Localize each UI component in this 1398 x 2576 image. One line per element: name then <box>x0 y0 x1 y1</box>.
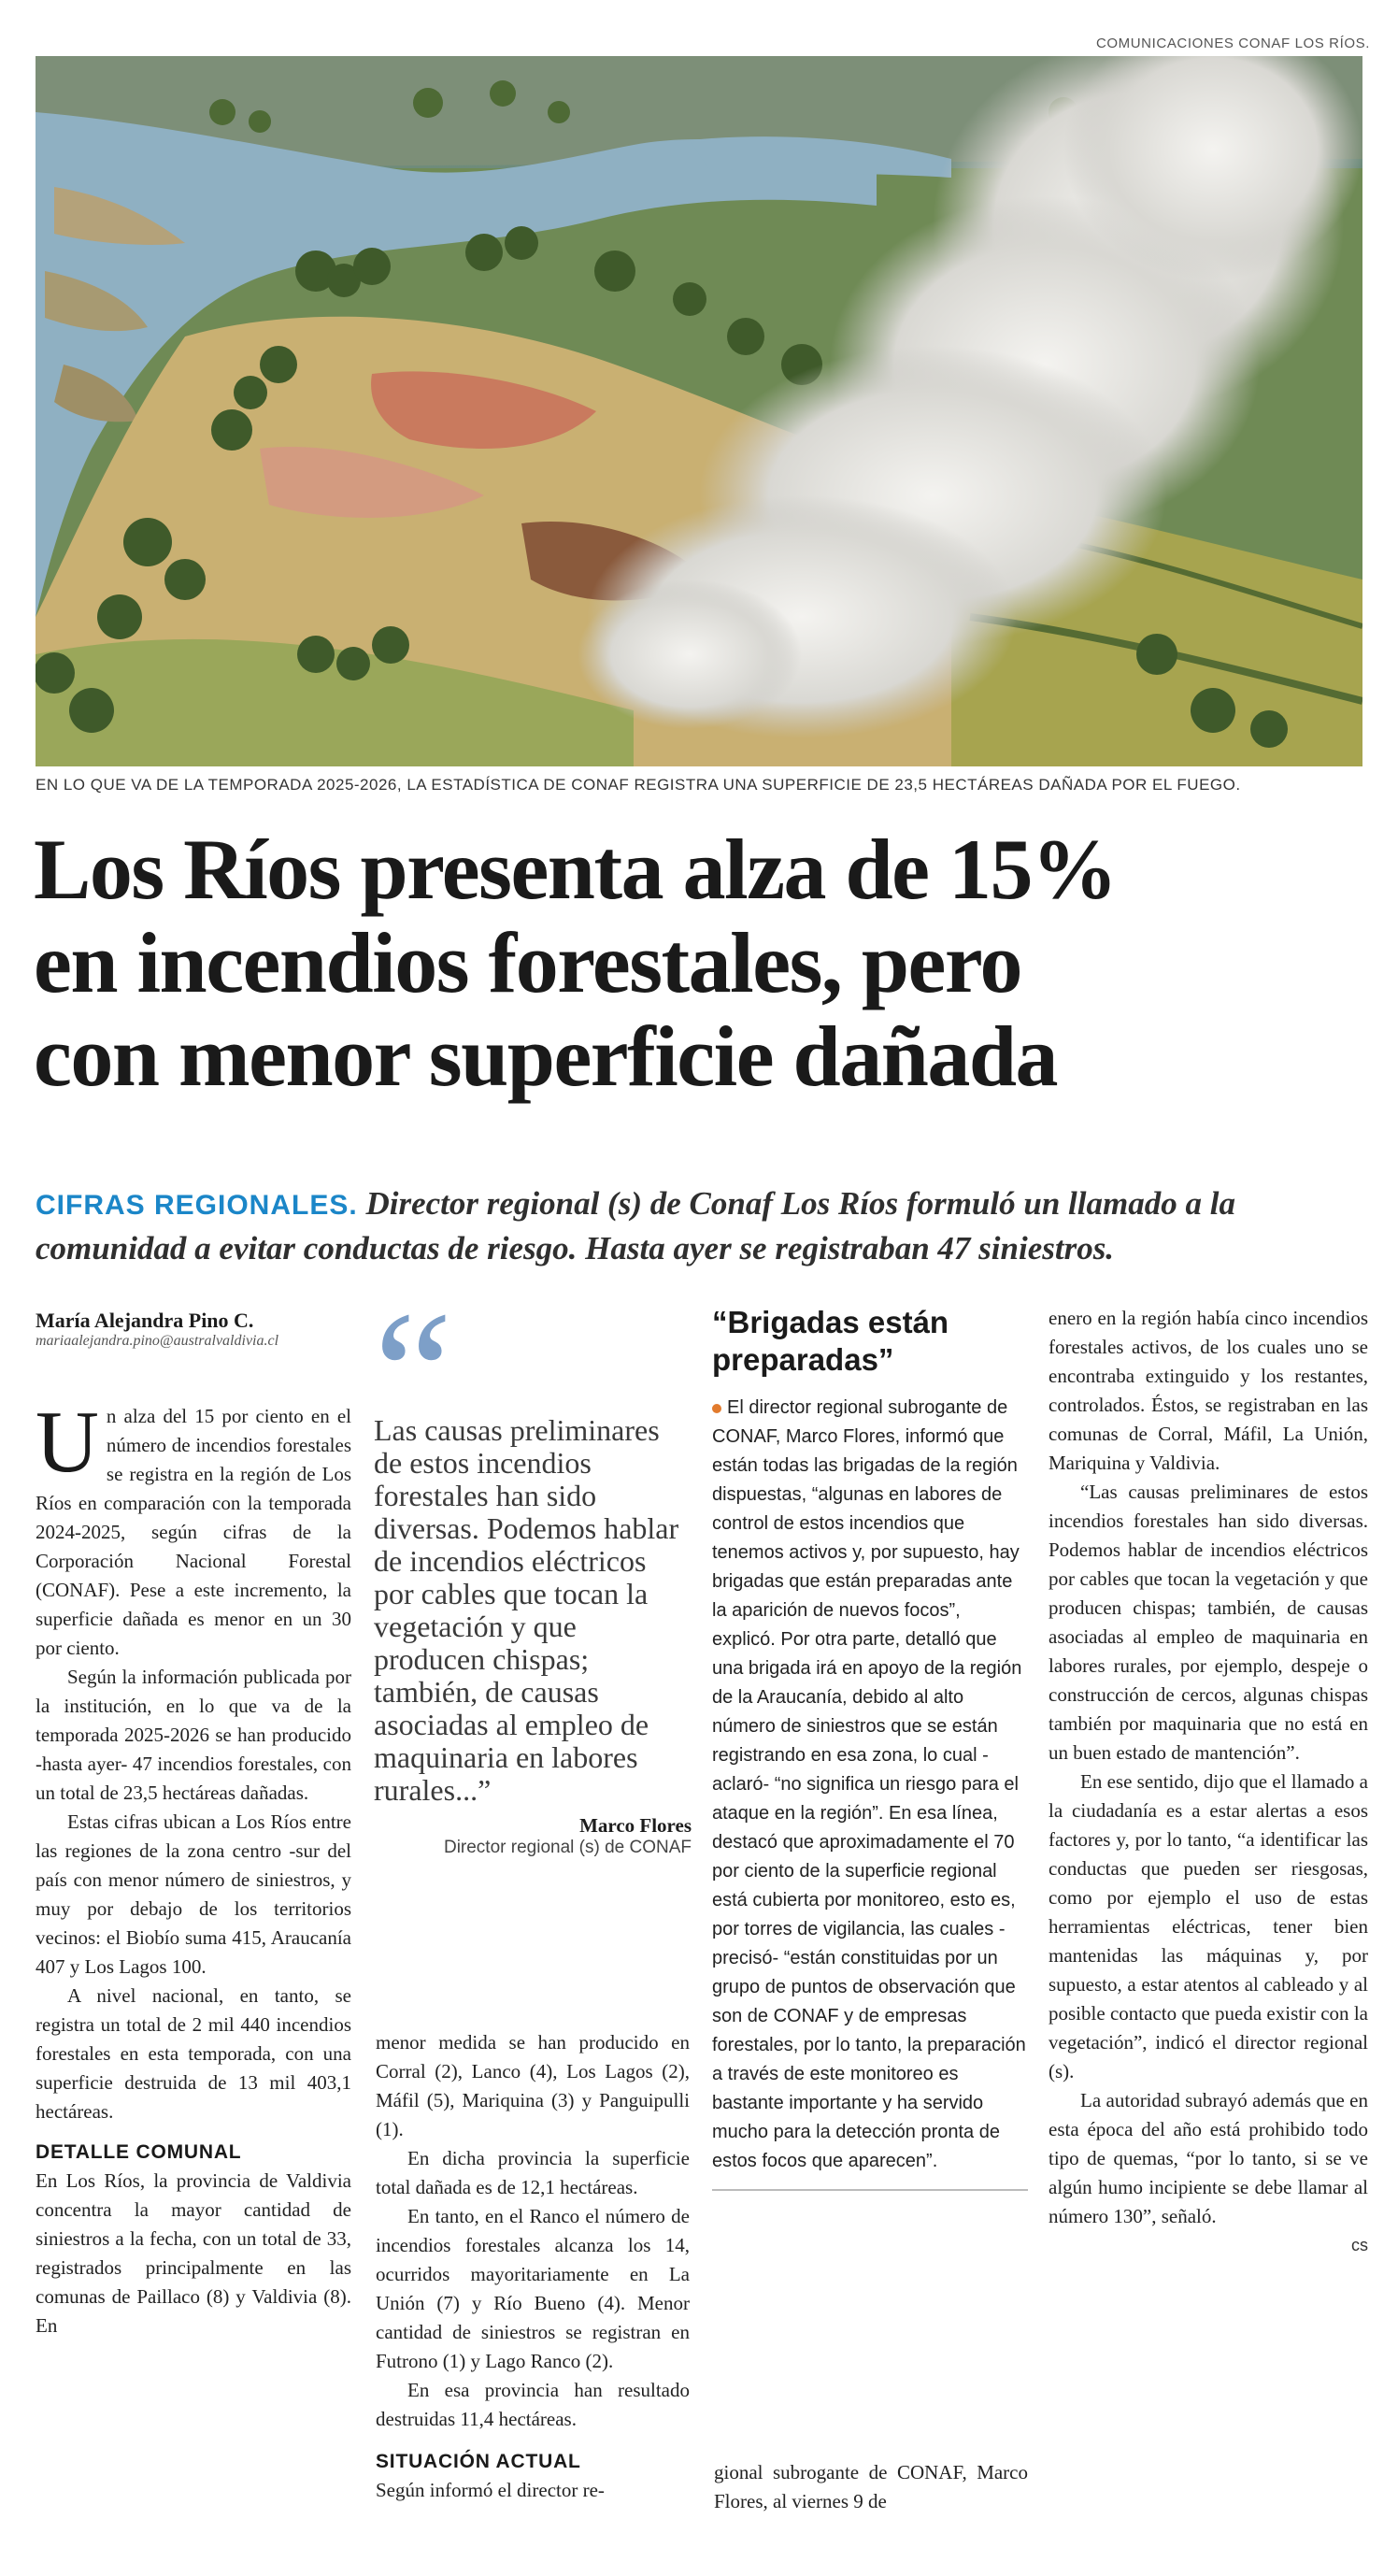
col1-paragraph-3: Estas cifras ubican a Los Ríos entre las regiones de la zona centro -sur del país con menor número de siniestros, y muy por debajo de los territorios vecinos: el Biobío suma 415, Araucanía 407 y Los Lagos 100. <box>36 1810 351 1978</box>
photo-illustration <box>36 56 1362 766</box>
photo-caption: EN LO QUE VA DE LA TEMPORADA 2025-2026, LA ESTADÍSTICA DE CONAF REGISTRA UNA SUPERFICIE DE 23,5 HECTÁREAS DAÑADA POR EL FUEGO. <box>36 776 1241 794</box>
col1-paragraph-1: n alza del 15 por ciento en el número de incendios forestales se registra en la región de Los Ríos en comparación con la temporada 2024-2025, según cifras de la Corporación Nacional Forestal (CONAF). Pese a este incremento, la superficie dañada es menor en un 30 por ciento. <box>36 1405 351 1659</box>
col2-paragraph-1: menor medida se han producido en Corral (2), Lanco (4), Los Lagos (2), Máfil (5), Mariquina (3) y Panguipulli (1). <box>376 2031 690 2140</box>
author-email: mariaalejandra.pino@australvaldivia.cl <box>36 1333 279 1349</box>
sidebar-text: El director regional subrogante de CONAF, Marco Flores, informó que están todas las brigadas de la región dispuestas, “algunas en labores de control de estos incendios que tenemos activos y, por supuesto, hay brigadas que están preparadas ante la aparición de nuevos focos”, explicó. Por otra parte, detalló que una brigada irá en apoyo de la región de la Araucanía, debido al alto número de siniestros que se están registrando en esa zona, lo cual -aclaró- “no significa un riesgo para el ataque en la región”. En esa línea, destacó que aproximadamente el 70 por ciento de la superficie regional está cubierta por monitoreo, esto es, por torres de vigilancia, las cuales -precisó- “están constituidas por un grupo de puntos de observación que son de CONAF y de empresas forestales, por lo tanto, la preparación a través de este monitoreo es bastante importante y ha servido mucho para la detección pronta de estos focos que aparecen”. <box>712 1397 1026 2171</box>
quote-mark-icon: “ <box>374 1304 453 1414</box>
col1-paragraph-4: A nivel nacional, en tanto, se registra un total de 2 mil 440 incendios forestales en esta temporada, con una superficie destruida de 13 mil 403,1 hectáreas. <box>36 1984 351 2123</box>
article-column-3-continued <box>714 2458 1028 2516</box>
col4-paragraph-1: enero en la región había cinco incendios forestales activos, de los cuales uno se encontraba extinguido y los restantes, controlados. Éstos, se registraban en las comunas de Corral, Máfil, La Unión, Mariquina y Valdivia. <box>1048 1307 1368 1474</box>
quote-text: Las causas preliminares de estos incendios forestales han sido diversas. Podemos hablar de incendios eléctricos por cables que tocan la vegetación y que producen chispas; también, de causas asociadas al empleo de maquinaria en labores rurales...” <box>374 1413 679 1807</box>
col2-paragraph-3: En tanto, en el Ranco el número de incendios forestales alcanza los 14, ocurridos mayoritariamente en La Unión (7) y Río Bueno (4). Menor cantidad de siniestros se registran en Futrono (1) y Lago Ranco (2). <box>376 2205 690 2372</box>
article-column-2 <box>376 2028 690 2505</box>
col4-paragraph-3: En ese sentido, dijo que el llamado a la ciudadanía es a estar alertas a esos factores y, por lo tanto, “a identificar las conductas que pueden ser riesgosas, como por ejemplo el uso de estas herramientas eléctricas, tener bien mantenidas las máquinas y, por supuesto, a estar atentos al cableado y al posible contacto que pueda existir con la vegetación”, indicó el director regional (s). <box>1048 1770 1368 2082</box>
sidebar-box <box>712 1304 1028 2191</box>
author-name: María Alejandra Pino C. <box>36 1309 254 1332</box>
article-column-4 <box>1048 1304 1368 2260</box>
headline <box>34 823 1370 1103</box>
quote-author: Marco Flores <box>579 1814 692 1837</box>
col3-paragraph: gional subrogante de CONAF, Marco Flores, al viernes 9 de <box>714 2461 1028 2512</box>
col2-paragraph-5: Según informó el director re- <box>376 2479 605 2501</box>
dropcap-letter: U <box>36 1394 99 1491</box>
sidebar-body <box>712 1394 1028 2176</box>
photo-credit: COMUNICACIONES CONAF LOS RÍOS. <box>1095 36 1370 51</box>
lead-kicker: CIFRAS REGIONALES. <box>36 1190 358 1221</box>
pull-quote <box>374 1304 692 1858</box>
headline-line-2: en incendios forestales, pero <box>34 915 1022 1010</box>
col1-paragraph-2: Según la información publicada por la institución, en lo que va de la temporada 2025-2026 se han producido -hasta ayer- 47 incendios forestales, con un total de 23,5 hectáreas dañadas. <box>36 1666 351 1804</box>
sidebar-divider <box>712 2189 1028 2191</box>
lead-paragraph <box>36 1182 1362 1270</box>
sidebar-title: “Brigadas están preparadas” <box>712 1305 949 1377</box>
headline-line-3: con menor superficie dañada <box>34 1009 1058 1104</box>
col4-paragraph-2: “Las causas preliminares de estos incendios forestales han sido diversas. Podemos hablar de incendios eléctricos por cables que tocan la vegetación y que producen chispas; también, de causas asociadas al empleo de maquinaria en labores rurales, por ejemplo, despeje o construcción de cercos, algunas chispas también por maquinaria que no está en un buen estado de mantención”. <box>1048 1481 1368 1764</box>
headline-line-1: Los Ríos presenta alza de 15% <box>34 822 1117 917</box>
col2-paragraph-2: En dicha provincia la superficie total dañada es de 12,1 hectáreas. <box>376 2147 690 2198</box>
wildfire-aerial-photo <box>36 56 1362 766</box>
article-end-mark: cs <box>1351 2236 1368 2254</box>
lead-text: Director regional (s) de Conaf Los Ríos formuló un llamado a la comunidad a evitar conductas de riesgo. Hasta ayer se registraban 47 siniestros. <box>36 1185 1235 1267</box>
quote-role: Director regional (s) de CONAF <box>443 1838 692 1857</box>
col4-paragraph-4: La autoridad subrayó además que en esta época del año está prohibido todo tipo de quemas, “por lo tanto, si se ve algún humo incipiente se debe llamar al número 130”, señaló. <box>1048 2089 1368 2227</box>
subhead-situacion-actual: SITUACIÓN ACTUAL <box>376 2451 581 2472</box>
subhead-detalle-comunal: DETALLE COMUNAL <box>36 2141 242 2163</box>
col1-paragraph-5: En Los Ríos, la provincia de Valdivia concentra la mayor cantidad de siniestros a la fecha, con un total de 33, registrados principalmente en las comunas de Paillaco (8) y Valdivia (8). En <box>36 2169 351 2337</box>
article-column-1 <box>36 1394 351 2340</box>
bullet-dot-icon <box>712 1404 721 1413</box>
col2-paragraph-4: En esa provincia han resultado destruidas 11,4 hectáreas. <box>376 2379 690 2430</box>
byline <box>36 1309 353 1350</box>
